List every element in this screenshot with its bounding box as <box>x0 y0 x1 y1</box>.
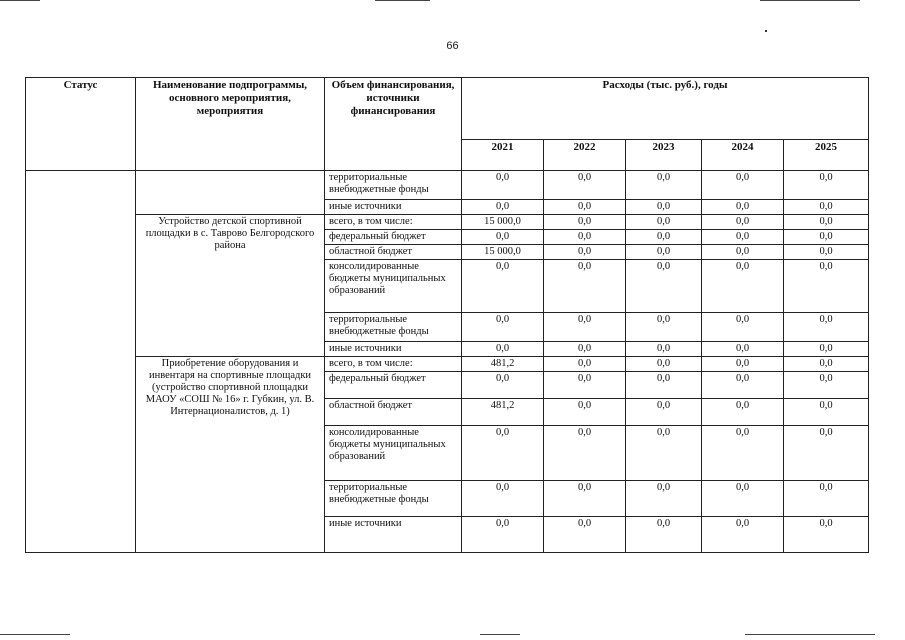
header-year-2024: 2024 <box>702 140 784 171</box>
activity-name-cell: Приобретение оборудования и инвентаря на спортивные площадки (устройство спортивной площадки МАОУ «СОШ № 16» г. Губкин, ул. В. Интернационалистов, д. 1) <box>136 357 325 553</box>
value-cell: 0,0 <box>626 245 702 260</box>
value-cell: 0,0 <box>544 357 626 372</box>
value-cell: 0,0 <box>462 426 544 481</box>
value-cell: 0,0 <box>544 426 626 481</box>
value-cell: 0,0 <box>626 481 702 517</box>
value-cell: 0,0 <box>462 171 544 200</box>
value-cell: 0,0 <box>626 517 702 553</box>
activity-name-cell: Устройство детской спортивной площадки в с. Таврово Белгородского района <box>136 215 325 357</box>
value-cell: 0,0 <box>784 200 869 215</box>
value-cell: 0,0 <box>626 230 702 245</box>
value-cell: 0,0 <box>626 372 702 399</box>
value-cell: 0,0 <box>462 313 544 342</box>
table-row <box>26 171 869 200</box>
source-cell: всего, в том числе: <box>325 357 462 372</box>
value-cell: 0,0 <box>544 200 626 215</box>
value-cell: 0,0 <box>544 260 626 313</box>
value-cell: 481,2 <box>462 357 544 372</box>
value-cell: 0,0 <box>544 342 626 357</box>
value-cell: 0,0 <box>784 171 869 200</box>
value-cell: 0,0 <box>544 399 626 426</box>
header-year-2022: 2022 <box>544 140 626 171</box>
header-status: Статус <box>26 78 136 171</box>
value-cell: 481,2 <box>462 399 544 426</box>
value-cell: 0,0 <box>784 342 869 357</box>
value-cell: 0,0 <box>544 230 626 245</box>
value-cell: 0,0 <box>462 230 544 245</box>
value-cell: 0,0 <box>702 399 784 426</box>
value-cell: 0,0 <box>784 357 869 372</box>
value-cell: 0,0 <box>702 342 784 357</box>
scan-line-top-mid <box>375 0 430 1</box>
value-cell: 0,0 <box>544 215 626 230</box>
source-cell: федеральный бюджет <box>325 230 462 245</box>
scan-line-top-left <box>0 0 40 1</box>
source-cell: иные источники <box>325 517 462 553</box>
source-cell: консолидированные бюджеты муниципальных образований <box>325 260 462 313</box>
value-cell: 0,0 <box>544 245 626 260</box>
value-cell: 0,0 <box>544 481 626 517</box>
source-cell: территориальные внебюджетные фонды <box>325 171 462 200</box>
source-cell: иные источники <box>325 200 462 215</box>
value-cell: 0,0 <box>462 517 544 553</box>
value-cell: 0,0 <box>626 426 702 481</box>
source-cell: иные источники <box>325 342 462 357</box>
value-cell: 0,0 <box>626 357 702 372</box>
source-cell: консолидированные бюджеты муниципальных образований <box>325 426 462 481</box>
scan-speck <box>765 30 767 32</box>
header-year-2023: 2023 <box>626 140 702 171</box>
header-name: Наименование подпрограммы, основного мероприятия, мероприятия <box>136 78 325 171</box>
header-volume: Объем финансирования, источники финансирования <box>325 78 462 171</box>
value-cell: 0,0 <box>784 313 869 342</box>
value-cell: 0,0 <box>784 372 869 399</box>
value-cell: 0,0 <box>784 426 869 481</box>
value-cell: 0,0 <box>702 230 784 245</box>
value-cell: 0,0 <box>462 200 544 215</box>
source-cell: территориальные внебюджетные фонды <box>325 313 462 342</box>
status-cell <box>26 171 136 553</box>
scan-line-bottom-left <box>0 634 70 635</box>
value-cell: 0,0 <box>702 245 784 260</box>
value-cell: 0,0 <box>784 517 869 553</box>
value-cell: 0,0 <box>702 260 784 313</box>
value-cell: 0,0 <box>784 399 869 426</box>
value-cell: 0,0 <box>702 481 784 517</box>
value-cell: 0,0 <box>784 260 869 313</box>
value-cell: 0,0 <box>702 313 784 342</box>
value-cell: 0,0 <box>784 245 869 260</box>
value-cell: 15 000,0 <box>462 215 544 230</box>
table-row <box>26 357 869 372</box>
table-row <box>26 215 869 230</box>
value-cell: 0,0 <box>702 200 784 215</box>
value-cell: 0,0 <box>626 342 702 357</box>
source-cell: федеральный бюджет <box>325 372 462 399</box>
value-cell: 0,0 <box>544 313 626 342</box>
source-cell: областной бюджет <box>325 399 462 426</box>
value-cell: 0,0 <box>462 372 544 399</box>
scan-line-bottom-right <box>745 634 875 635</box>
value-cell: 0,0 <box>626 200 702 215</box>
value-cell: 0,0 <box>784 481 869 517</box>
value-cell: 0,0 <box>544 372 626 399</box>
value-cell: 0,0 <box>784 215 869 230</box>
scan-line-top-right <box>760 0 860 1</box>
source-cell: территориальные внебюджетные фонды <box>325 481 462 517</box>
value-cell: 0,0 <box>626 399 702 426</box>
value-cell: 0,0 <box>702 517 784 553</box>
source-cell: областной бюджет <box>325 245 462 260</box>
source-cell: всего, в том числе: <box>325 215 462 230</box>
value-cell: 0,0 <box>702 426 784 481</box>
header-expenses: Расходы (тыс. руб.), годы <box>462 78 869 140</box>
budget-table <box>25 77 869 553</box>
page-number: 66 <box>446 40 459 52</box>
value-cell: 15 000,0 <box>462 245 544 260</box>
value-cell: 0,0 <box>544 171 626 200</box>
header-year-2025: 2025 <box>784 140 869 171</box>
value-cell: 0,0 <box>626 215 702 230</box>
value-cell: 0,0 <box>626 260 702 313</box>
value-cell: 0,0 <box>702 171 784 200</box>
scan-line-bottom-mid <box>480 634 520 635</box>
value-cell: 0,0 <box>626 171 702 200</box>
header-year-2021: 2021 <box>462 140 544 171</box>
value-cell: 0,0 <box>702 357 784 372</box>
value-cell: 0,0 <box>462 342 544 357</box>
value-cell: 0,0 <box>544 517 626 553</box>
value-cell: 0,0 <box>702 215 784 230</box>
value-cell: 0,0 <box>626 313 702 342</box>
value-cell: 0,0 <box>702 372 784 399</box>
value-cell: 0,0 <box>462 260 544 313</box>
activity-name-cell <box>136 171 325 215</box>
value-cell: 0,0 <box>784 230 869 245</box>
value-cell: 0,0 <box>462 481 544 517</box>
